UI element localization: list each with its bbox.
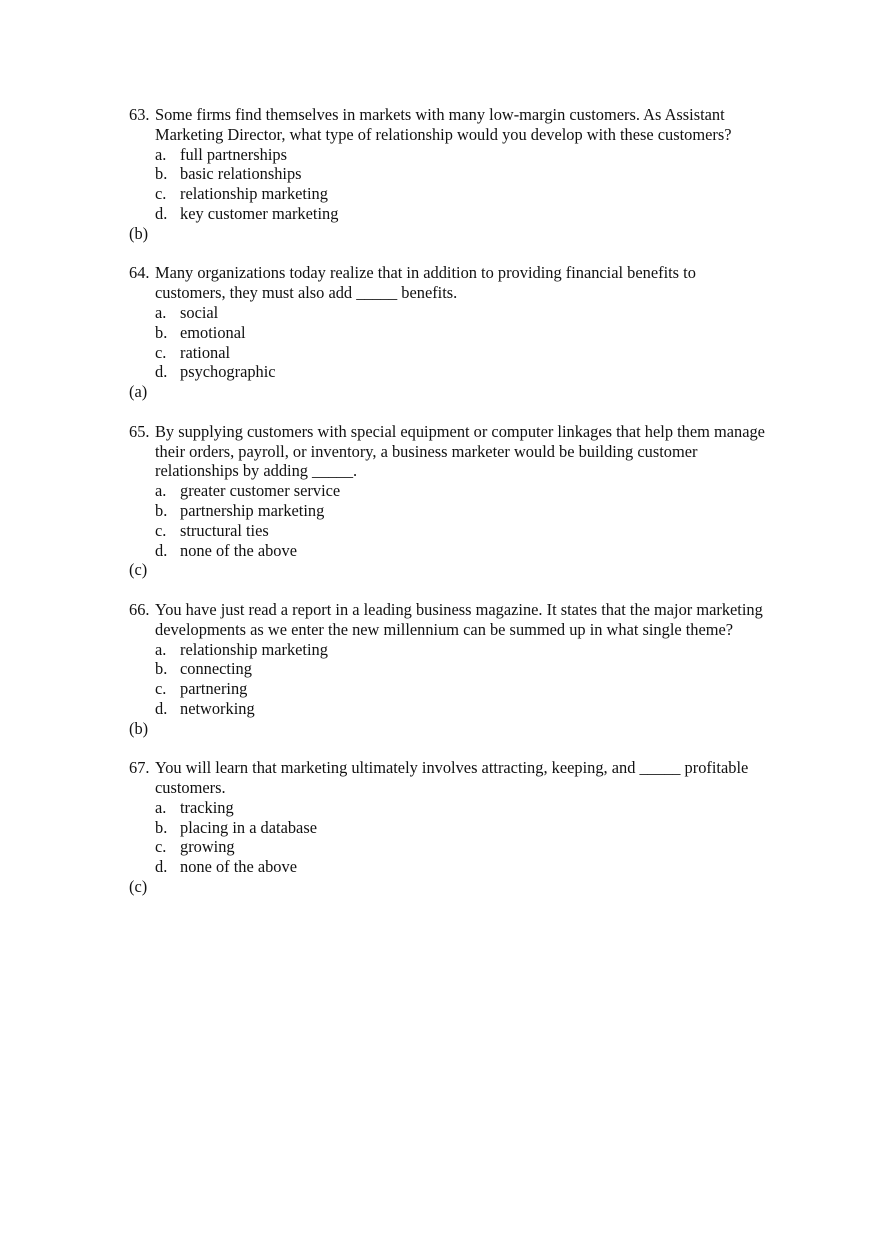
question-64 xyxy=(129,263,769,402)
option-text: networking xyxy=(180,698,255,718)
option-letter: c. xyxy=(155,679,167,699)
option-letter: a. xyxy=(155,639,167,659)
question-number: 63. xyxy=(129,105,150,124)
option-text: key customer marketing xyxy=(180,203,339,223)
question-65 xyxy=(129,422,769,580)
question-number: 67. xyxy=(129,758,150,778)
option-text: placing in a database xyxy=(180,817,317,837)
answer-key: (b) xyxy=(129,223,149,243)
option-b xyxy=(155,818,769,838)
option-letter: d. xyxy=(155,362,168,382)
option-a xyxy=(155,303,769,323)
option-c xyxy=(155,521,769,541)
option-list xyxy=(129,481,769,560)
option-letter: a. xyxy=(155,481,167,501)
option-letter: d. xyxy=(155,540,168,560)
question-number: 64. xyxy=(129,263,150,283)
option-d xyxy=(155,857,769,877)
option-text: full partnerships xyxy=(180,144,287,164)
question-number: 66. xyxy=(129,599,150,619)
question-67 xyxy=(129,758,769,897)
option-letter: b. xyxy=(155,500,168,520)
option-text: psychographic xyxy=(180,362,276,382)
option-d xyxy=(155,541,769,561)
option-letter: d. xyxy=(155,857,168,877)
option-text: basic relationships xyxy=(180,164,302,184)
question-header xyxy=(129,263,769,303)
option-list xyxy=(129,145,769,224)
option-text: partnering xyxy=(180,679,248,699)
option-letter: c. xyxy=(155,520,167,540)
option-letter: a. xyxy=(155,302,167,322)
option-letter: b. xyxy=(155,817,168,837)
option-text: rational xyxy=(180,342,231,362)
question-text: Many organizations today realize that in addition to providing financial benefits to customers, they must also add _____ benefits. xyxy=(155,263,696,303)
option-text: none of the above xyxy=(180,857,297,877)
option-letter: b. xyxy=(155,164,168,184)
option-d xyxy=(155,204,769,224)
option-text: partnership marketing xyxy=(180,500,325,520)
option-b xyxy=(155,659,769,679)
option-list xyxy=(129,798,769,877)
question-text: You have just read a report in a leading business magazine. It states that the major marketing developments as we enter the new millennium can be summed up in what single theme? xyxy=(155,599,763,639)
option-b xyxy=(155,164,769,184)
option-letter: b. xyxy=(155,322,168,342)
option-a xyxy=(155,481,769,501)
option-c xyxy=(155,184,769,204)
option-text: relationship marketing xyxy=(180,639,328,659)
option-text: social xyxy=(180,302,219,322)
question-63 xyxy=(129,105,769,244)
answer-key: (a) xyxy=(129,382,148,402)
option-a xyxy=(155,145,769,165)
option-letter: c. xyxy=(155,342,167,362)
question-header xyxy=(129,105,769,145)
option-c xyxy=(155,679,769,699)
option-text: connecting xyxy=(180,659,252,679)
option-a xyxy=(155,798,769,818)
option-letter: b. xyxy=(155,659,168,679)
question-text: You will learn that marketing ultimately involves attracting, keeping, and _____ profitable customers. xyxy=(155,758,749,798)
option-letter: a. xyxy=(155,144,167,164)
answer-key: (c) xyxy=(129,560,148,580)
option-text: growing xyxy=(180,837,235,857)
option-letter: c. xyxy=(155,184,167,204)
question-number: 65. xyxy=(129,421,150,441)
option-text: none of the above xyxy=(180,540,297,560)
option-letter: c. xyxy=(155,837,167,857)
option-letter: d. xyxy=(155,203,168,223)
option-list xyxy=(129,640,769,719)
option-text: structural ties xyxy=(180,520,269,540)
question-text: By supplying customers with special equipment or computer linkages that help them manage their orders, payroll, or inventory, a business marketer would be building customer relationships by adding _____. xyxy=(155,421,765,481)
question-header xyxy=(129,422,769,481)
option-text: emotional xyxy=(180,322,246,342)
question-66 xyxy=(129,600,769,739)
option-text: tracking xyxy=(180,797,234,817)
option-c xyxy=(155,837,769,857)
option-list xyxy=(129,303,769,382)
question-list xyxy=(129,105,769,917)
option-b xyxy=(155,323,769,343)
option-b xyxy=(155,501,769,521)
option-letter: a. xyxy=(155,797,167,817)
option-text: relationship marketing xyxy=(180,184,328,204)
question-header xyxy=(129,600,769,640)
option-d xyxy=(155,699,769,719)
option-text: greater customer service xyxy=(180,481,341,501)
option-c xyxy=(155,343,769,363)
question-text: Some firms find themselves in markets with many low-margin customers. As Assistant Marketing Director, what type of relationship would you develop with these customers? xyxy=(155,105,732,144)
option-letter: d. xyxy=(155,698,168,718)
option-a xyxy=(155,640,769,660)
answer-key: (b) xyxy=(129,718,149,738)
option-d xyxy=(155,362,769,382)
answer-key: (c) xyxy=(129,877,148,897)
question-header xyxy=(129,758,769,798)
